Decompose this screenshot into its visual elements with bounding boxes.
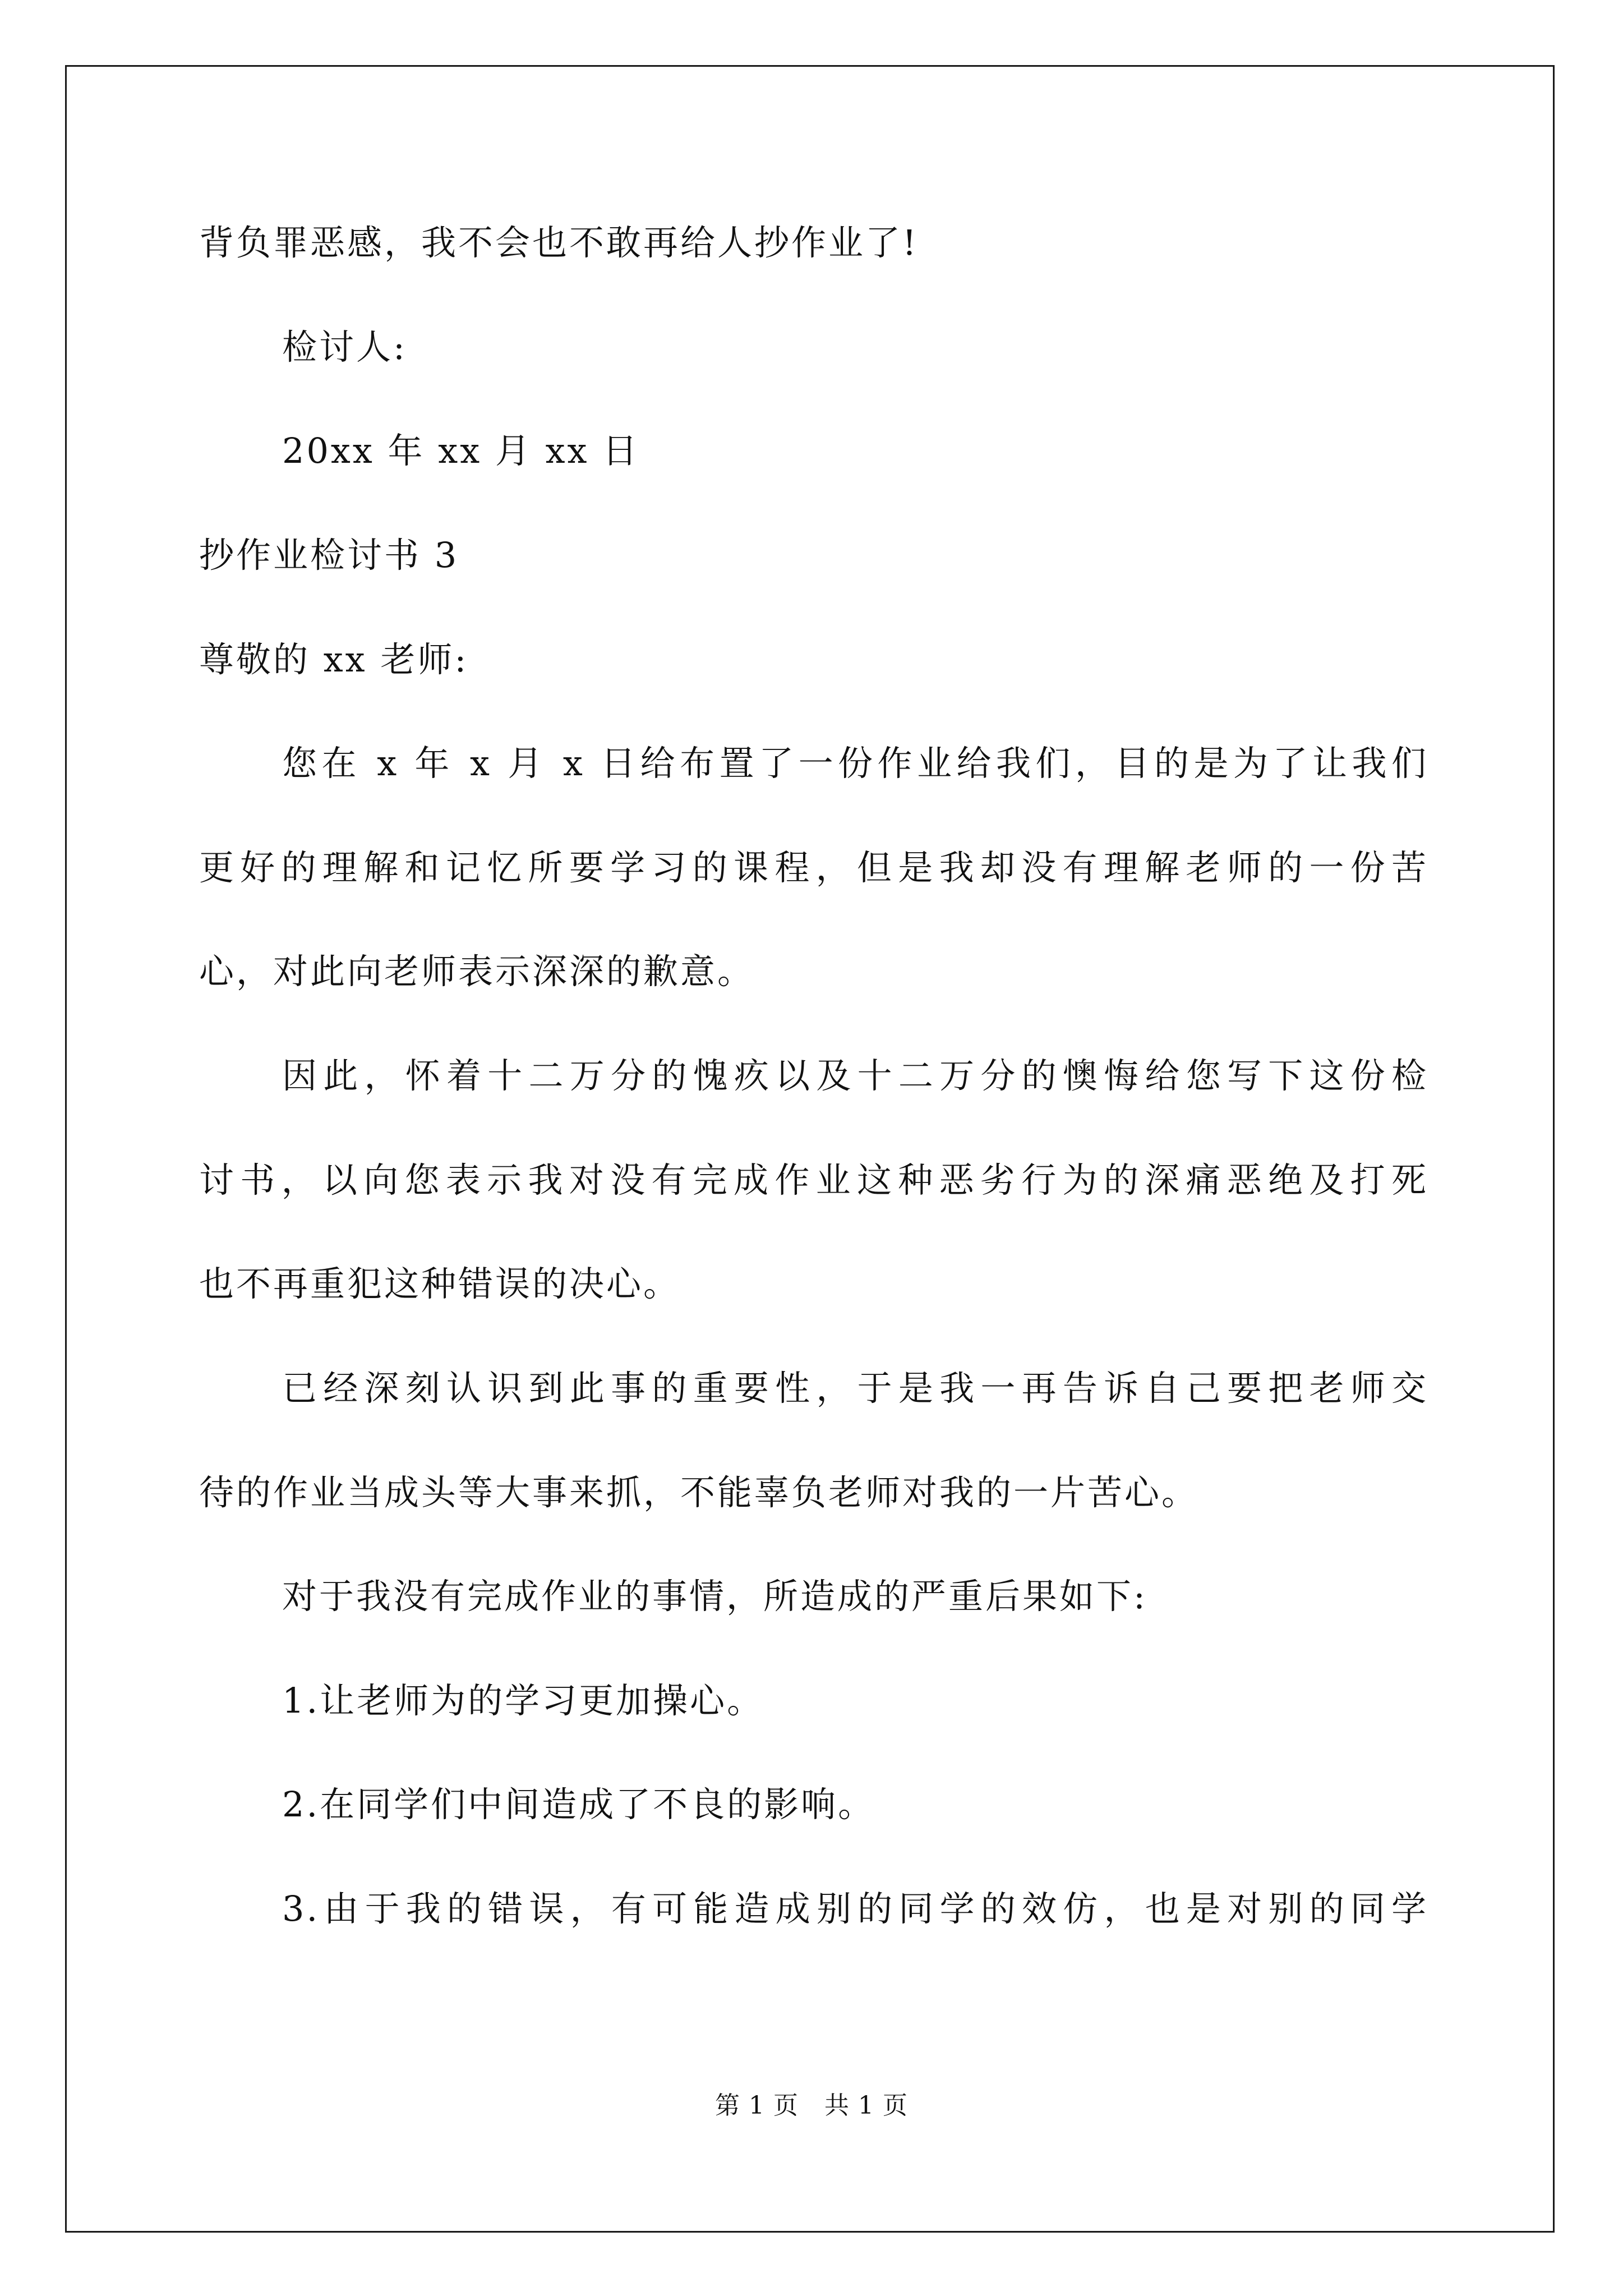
signature-label: 检讨人: [282,326,407,367]
list-item: 2.在同学们中间造成了不良的影响。 [282,1784,875,1825]
page-total: 共 1 页 [824,2091,908,2120]
list-item: 1.让老师为的学习更加操心。 [282,1680,764,1721]
text-line: 已经深刻认识到此事的重要性，于是我一再告诉自己要把老师交 [282,1368,1428,1409]
text-line: 更好的理解和记忆所要学习的课程，但是我却没有理解老师的一份苦 [199,847,1428,888]
text-line: 待的作业当成头等大事来抓，不能辜负老师对我的一片苦心。 [199,1472,1199,1513]
section-title: 抄作业检讨书 3 [199,535,459,576]
text-line: 因此，怀着十二万分的愧疚以及十二万分的懊悔给您写下这份检 [282,1055,1428,1096]
page-number: 第 1 页 [715,2091,799,2120]
list-item: 3.由于我的错误，有可能造成别的同学的效仿，也是对别的同学 [282,1888,1428,1929]
text-line: 您在 x 年 x 月 x 日给布置了一份作业给我们，目的是为了让我们 [282,743,1428,784]
salutation: 尊敬的 xx 老师: [199,639,469,680]
signature-date: 20xx 年 xx 月 xx 日 [282,430,640,471]
text-line: 心，对此向老师表示深深的歉意。 [199,951,755,992]
text-line: 也不再重犯这种错误的决心。 [199,1263,681,1304]
text-line: 对于我没有完成作业的事情，所造成的严重后果如下: [282,1576,1147,1617]
page-footer [0,2090,1623,2122]
text-line: 讨书，以向您表示我对没有完成作业这种恶劣行为的深痛恶绝及打死 [199,1159,1428,1200]
text-line: 背负罪恶感，我不会也不敢再给人抄作业了! [199,222,919,263]
